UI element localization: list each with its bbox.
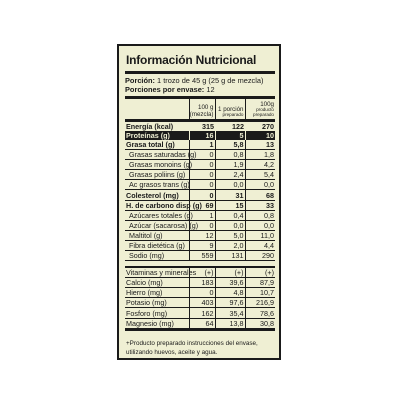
vitamins-header-v3: (+)	[245, 267, 275, 278]
vitamins-header-v2: (+)	[215, 267, 245, 278]
nutrient-v3: 0,8	[245, 210, 275, 220]
nutrient-row	[125, 200, 275, 210]
mineral-label: Hierro (mg)	[125, 288, 189, 298]
nutrient-v1: 0	[189, 170, 215, 180]
protein-v3: 10	[245, 131, 275, 140]
nutrient-v2: 5,8	[215, 140, 245, 150]
nutrient-row	[125, 190, 275, 200]
nutrient-v2: 1,9	[215, 160, 245, 170]
column-header-100g-prepared: 100g producto preparado	[245, 99, 275, 120]
nutrient-label: Sodio (mg)	[125, 251, 189, 261]
nutrient-body	[125, 120, 275, 260]
nutrient-table	[125, 99, 275, 329]
mineral-v2: 13,8	[215, 318, 245, 328]
mineral-label: Magnesio (mg)	[125, 318, 189, 328]
nutrient-v1: 0	[189, 190, 215, 200]
mineral-row	[125, 278, 275, 288]
mineral-v2: 97,6	[215, 298, 245, 308]
column-header-row	[125, 99, 275, 120]
energy-row	[125, 120, 275, 131]
nutrition-facts-panel	[117, 44, 281, 360]
footnote	[125, 339, 275, 357]
nutrient-row	[125, 230, 275, 240]
mineral-v1: 162	[189, 308, 215, 318]
mineral-row	[125, 298, 275, 308]
nutrient-row	[125, 240, 275, 250]
nutrient-v1: 69	[189, 200, 215, 210]
portion-line	[125, 76, 275, 85]
vitamins-header-row	[125, 267, 275, 278]
energy-v1: 315	[202, 121, 214, 131]
nutrient-v3: 0,0	[245, 220, 275, 230]
mineral-label: Fosforo (mg)	[125, 308, 189, 318]
portion-label: Porción:	[125, 76, 155, 85]
portion-value: 1 trozo de 45 g (25 g de mezcla)	[157, 76, 264, 85]
mineral-v2: 4,8	[215, 288, 245, 298]
footnote-line-1: +Producto preparado instrucciones del envase,	[126, 339, 258, 347]
nutrient-v3: 5,4	[245, 170, 275, 180]
servings-line	[125, 85, 275, 94]
energy-label: Energía (kcal)	[126, 121, 174, 131]
protein-label: Proteínas (g)	[125, 131, 189, 140]
nutrient-row	[125, 251, 275, 261]
mineral-v1: 183	[189, 278, 215, 288]
nutrient-v2: 31	[215, 190, 245, 200]
nutrient-row	[125, 160, 275, 170]
nutrient-v1: 0	[189, 160, 215, 170]
vitamins-header-v1: (+)	[189, 267, 215, 278]
nutrient-v2: 131	[215, 251, 245, 261]
nutrient-v1: 1	[189, 210, 215, 220]
energy-v3: 270	[262, 121, 274, 131]
nutrient-v1: 12	[189, 230, 215, 240]
mineral-v3: 10,7	[245, 288, 275, 298]
nutrient-v2: 0,0	[215, 220, 245, 230]
nutrient-label: Maltitol (g)	[125, 230, 189, 240]
mineral-v3: 30,8	[245, 318, 275, 328]
nutrient-label: Ac grasos trans (g)	[125, 180, 189, 190]
nutrient-label: Azúcares totales (g)	[125, 210, 189, 220]
nutrient-row	[125, 150, 275, 160]
column-header-one-portion: 1 porción preparado	[215, 99, 245, 120]
nutrient-v2: 2,0	[215, 240, 245, 250]
panel-title: Información Nutricional	[126, 53, 257, 67]
nutrient-v3: 33	[245, 200, 275, 210]
mineral-v1: 403	[189, 298, 215, 308]
nutrient-label: Fibra dietética (g)	[125, 240, 189, 250]
mineral-v2: 39,6	[215, 278, 245, 288]
vitamins-header-label: Vitaminas y minerales	[126, 268, 197, 278]
protein-v1: 16	[189, 131, 215, 140]
nutrient-label: Colesterol (mg)	[125, 190, 189, 200]
servings-label: Porciones por envase:	[125, 85, 205, 94]
nutrient-v3: 290	[245, 251, 275, 261]
mineral-body	[125, 261, 275, 329]
nutrient-v2: 0,4	[215, 210, 245, 220]
nutrient-label: Grasa total (g)	[125, 140, 189, 150]
mineral-v1: 0	[189, 288, 215, 298]
nutrient-label: Azúcar (sacarosa) (g)	[125, 220, 189, 230]
nutrient-row	[125, 170, 275, 180]
nutrient-v2: 2,4	[215, 170, 245, 180]
mineral-v3: 87,9	[245, 278, 275, 288]
nutrient-v3: 13	[245, 140, 275, 150]
nutrient-v2: 15	[215, 200, 245, 210]
nutrient-v1: 1	[189, 140, 215, 150]
nutrient-label: Grasas poliins (g)	[125, 170, 189, 180]
nutrient-v1: 9	[189, 240, 215, 250]
mineral-v3: 78,6	[245, 308, 275, 318]
nutrient-v2: 0,8	[215, 150, 245, 160]
protein-row	[125, 131, 275, 140]
footnote-line-2: utilizando huevos, aceite y agua.	[126, 348, 218, 356]
nutrient-row	[125, 210, 275, 220]
column-header-blank	[125, 99, 189, 120]
nutrient-v2: 5,0	[215, 230, 245, 240]
servings-value: 12	[206, 85, 215, 94]
mineral-label: Calcio (mg)	[125, 278, 189, 288]
nutrient-v1: 0	[189, 180, 215, 190]
nutrient-v2: 0,0	[215, 180, 245, 190]
nutrient-v3: 11,0	[245, 230, 275, 240]
nutrient-row	[125, 220, 275, 230]
nutrient-row	[125, 140, 275, 150]
mineral-label: Potasio (mg)	[125, 298, 189, 308]
nutrient-v1: 559	[189, 251, 215, 261]
energy-v2: 122	[232, 121, 244, 131]
nutrient-label: Grasas monoins (g)	[125, 160, 189, 170]
mineral-row	[125, 308, 275, 318]
nutrient-v3: 1,8	[245, 150, 275, 160]
mineral-row	[125, 288, 275, 298]
mineral-v1: 64	[189, 318, 215, 328]
nutrient-v3: 4,2	[245, 160, 275, 170]
mineral-v2: 35,4	[215, 308, 245, 318]
nutrient-v1: 0	[189, 220, 215, 230]
column-header-100g-mix: 100 g (mezcla)	[189, 99, 215, 120]
nutrient-label: H. de carbono disp (g)	[126, 200, 202, 210]
protein-v2: 5	[215, 131, 245, 140]
mineral-row	[125, 318, 275, 328]
nutrient-v3: 68	[245, 190, 275, 200]
mineral-v3: 216,9	[245, 298, 275, 308]
portion-info	[125, 74, 275, 96]
nutrient-row	[125, 180, 275, 190]
footnote-divider	[125, 329, 275, 331]
nutrient-v3: 4,4	[245, 240, 275, 250]
nutrient-v1: 0	[189, 150, 215, 160]
nutrient-v3: 0,0	[245, 180, 275, 190]
nutrient-label: Grasas saturadas (g)	[125, 150, 189, 160]
